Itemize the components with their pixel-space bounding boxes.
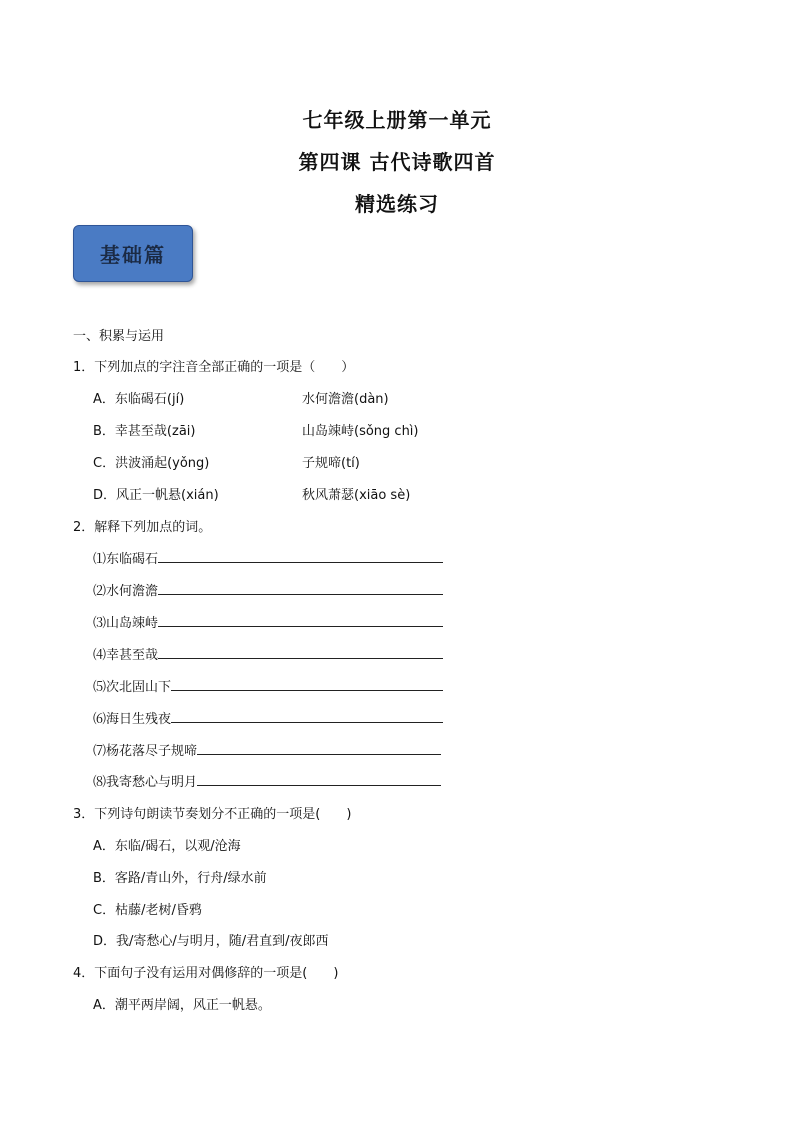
q2-stem: 2．解释下列加点的词。 <box>73 520 212 535</box>
q1-option-d-left: D．风正一帆悬(xián) <box>93 488 219 503</box>
q2-item-text: ⑷幸甚至哉 <box>93 648 159 663</box>
q1-option-c-right: 子规啼(tí) <box>302 456 360 471</box>
q3-option-b: B．客路/青山外，行舟/绿水前 <box>93 871 267 886</box>
q3-option-d: D．我/寄愁心/与明月，随/君直到/夜郎西 <box>93 934 329 949</box>
answer-blank[interactable] <box>158 582 443 595</box>
answer-blank[interactable] <box>158 646 443 659</box>
q1-option-b-right: 山岛竦峙(sǒng chì) <box>302 424 419 439</box>
q1-option-b-left: B．幸甚至哉(zāi) <box>93 424 196 439</box>
q2-item <box>93 644 443 663</box>
q1-option-a-left: A．东临碣石(jí) <box>93 392 185 407</box>
q2-item <box>93 740 441 759</box>
answer-blank[interactable] <box>197 773 441 786</box>
answer-blank[interactable] <box>171 678 443 691</box>
q2-item-text: ⑻我寄愁心与明月 <box>93 775 198 790</box>
answer-blank[interactable] <box>158 550 443 563</box>
q2-item-text: ⑶山岛竦峙 <box>93 616 159 631</box>
q1-option-d-right: 秋风萧瑟(xiāo sè) <box>302 488 411 503</box>
q2-item <box>93 771 441 790</box>
answer-blank[interactable] <box>171 710 443 723</box>
q2-item <box>93 612 443 631</box>
q1-stem: 1．下列加点的字注音全部正确的一项是（ ） <box>73 360 355 375</box>
q3-option-a: A．东临/碣石，以观/沧海 <box>93 839 241 854</box>
doc-title-grade: 七年级上册第一单元 <box>302 108 492 132</box>
q4-stem: 4．下面句子没有运用对偶修辞的一项是( ) <box>73 966 339 981</box>
q2-item <box>93 548 443 567</box>
q2-item <box>93 708 443 727</box>
doc-title-practice: 精选练习 <box>355 192 439 216</box>
answer-blank[interactable] <box>197 742 441 755</box>
q3-option-c: C．枯藤/老树/昏鸦 <box>93 903 202 918</box>
q1-option-a-right: 水何澹澹(dàn) <box>302 392 389 407</box>
q2-item-text: ⑸次北固山下 <box>93 680 172 695</box>
doc-title-lesson: 第四课 古代诗歌四首 <box>298 150 496 174</box>
q2-item-text: ⑹海日生残夜 <box>93 712 172 727</box>
q3-stem: 3．下列诗句朗读节奏划分不正确的一项是( ) <box>73 807 352 822</box>
q2-item <box>93 580 443 599</box>
q4-option-a: A．潮平两岸阔，风正一帆悬。 <box>93 998 271 1013</box>
q2-item-text: ⑵水何澹澹 <box>93 584 159 599</box>
q2-item-text: ⑺杨花落尽子规啼 <box>93 744 198 759</box>
answer-blank[interactable] <box>158 614 443 627</box>
section-badge-label: 基础篇 <box>100 243 166 267</box>
section-badge <box>73 225 193 282</box>
q2-item <box>93 676 443 695</box>
section-heading: 一、积累与运用 <box>73 329 165 344</box>
q1-option-c-left: C．洪波涌起(yǒng) <box>93 456 210 471</box>
q2-item-text: ⑴东临碣石 <box>93 552 159 567</box>
